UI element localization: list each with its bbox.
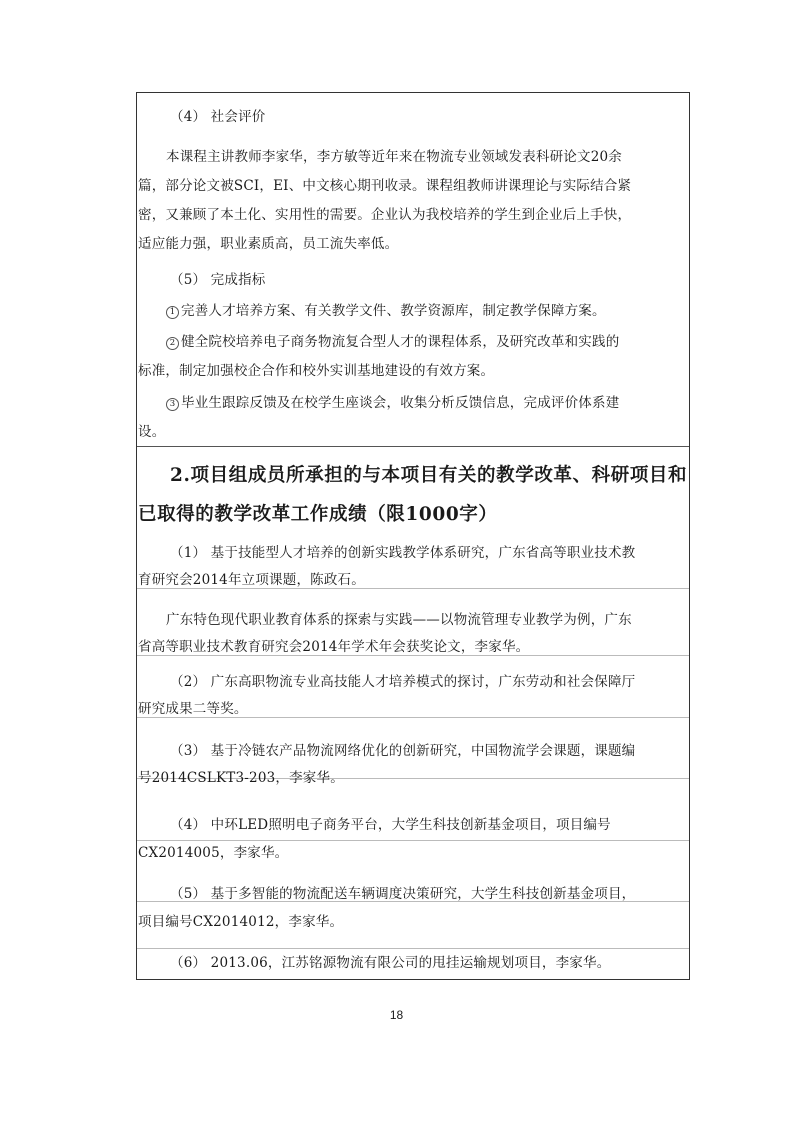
project-entry: （5） 基于多智能的物流配送车辆调度决策研究，大学生科技创新基金项目，	[170, 886, 636, 902]
section4-line: 篇，部分论文被SCI，EI、中文核心期刊收录。课程组教师讲课理论与实际结合紧	[138, 178, 632, 194]
project-entry: 广东特色现代职业教育体系的探索与实践——以物流管理专业教学为例，广东	[166, 612, 632, 628]
circled-number-icon: 1	[166, 306, 179, 319]
section4-heading: （4） 社会评价	[170, 109, 266, 125]
row-divider	[137, 948, 689, 949]
indicator-item-2	[166, 333, 619, 351]
project-entry: （3） 基于冷链农产品物流网络优化的创新研究，中国物流学会课题，课题编	[170, 743, 636, 759]
row-divider	[137, 840, 689, 841]
project-entry: （6） 2013.06，江苏铭源物流有限公司的甩挂运输规划项目，李家华。	[170, 955, 611, 971]
project-entry-continued: 号2014CSLKT3-203，李家华。	[138, 770, 344, 786]
project-entry: （4） 中环LED照明电子商务平台，大学生科技创新基金项目，项目编号	[170, 817, 611, 833]
indicator-item-3	[166, 394, 619, 412]
project-entry-continued: 研究成果二等奖。	[138, 701, 248, 717]
indicator-item-1	[166, 302, 606, 320]
project-entry-continued: 省高等职业技术教育研究会2014年学术年会获奖论文，李家华。	[138, 639, 530, 655]
indicator-text: 完善人才培养方案、有关教学文件、教学资源库，制定教学保障方案。	[181, 303, 606, 319]
indicator-text-continued: 设。	[138, 424, 166, 440]
indicator-text-continued: 标准，制定加强校企合作和校外实训基地建设的有效方案。	[138, 363, 495, 379]
circled-number-icon: 3	[166, 398, 179, 411]
project-entry: （2） 广东高职物流专业高技能人才培养模式的探讨，广东劳动和社会保障厅	[170, 674, 636, 690]
project-entry-continued: CX2014005，李家华。	[138, 845, 289, 861]
part2-title: 2.项目组成员所承担的与本项目有关的教学改革、科研项目和	[170, 465, 688, 486]
section4-line: 适应能力强，职业素质高，员工流失率低。	[138, 236, 399, 252]
indicator-text: 毕业生跟踪反馈及在校学生座谈会，收集分析反馈信息，完成评价体系建	[181, 395, 620, 411]
project-entry-continued: 育研究会2014年立项课题，陈政石。	[138, 572, 365, 588]
section5-heading: （5） 完成指标	[170, 272, 266, 288]
project-entry: （1） 基于技能型人才培养的创新实践教学体系研究，广东省高等职业技术教	[170, 545, 636, 561]
section4-line: 密，又兼顾了本土化、实用性的需要。企业认为我校培养的学生到企业后上手快，	[138, 207, 632, 223]
indicator-text: 健全院校培养电子商务物流复合型人才的课程体系，及研究改革和实践的	[181, 334, 620, 350]
project-entry-continued: 项目编号CX2014012，李家华。	[138, 914, 344, 930]
section4-line: 本课程主讲教师李家华，李方敏等近年来在物流专业领域发表科研论文20余	[166, 149, 622, 165]
circled-number-icon: 2	[166, 337, 179, 350]
section-divider	[137, 446, 689, 447]
page-number: 18	[389, 1008, 404, 1022]
part2-title-continued: 已取得的教学改革工作成绩（限1000字）	[138, 504, 498, 525]
